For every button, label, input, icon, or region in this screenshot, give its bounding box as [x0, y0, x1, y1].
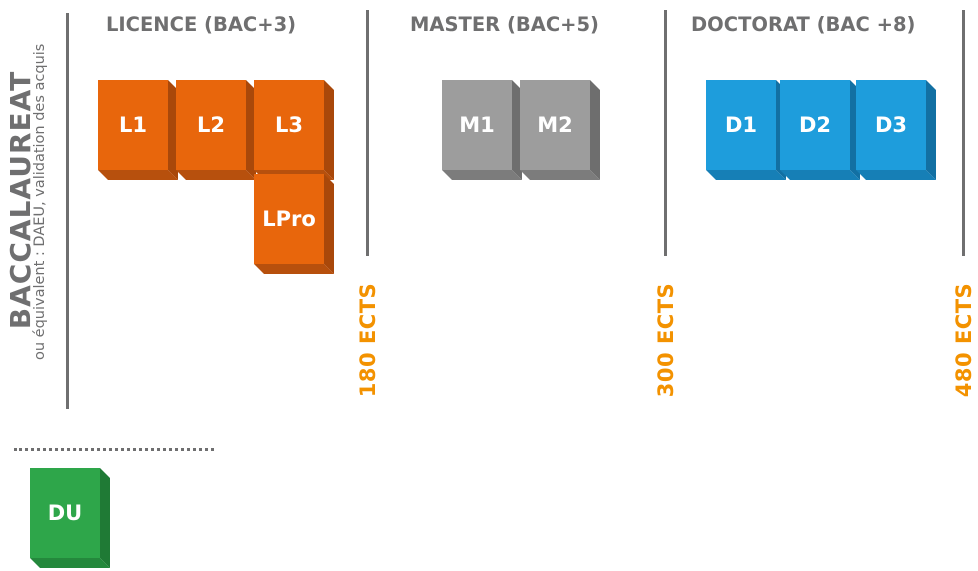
licence-title: LICENCE (BAC+3): [106, 13, 297, 36]
block-m1: [442, 80, 522, 160]
block-l3: [254, 80, 334, 160]
block-du: [30, 468, 110, 548]
du-dotted-separator: [14, 448, 214, 451]
block-d1: [706, 80, 786, 160]
block-lpro: [254, 174, 334, 254]
block-m2-label: M2: [537, 113, 573, 137]
block-l2: [176, 80, 256, 160]
block-d3-label: D3: [874, 113, 908, 137]
block-l1: [98, 80, 178, 160]
block-l2-label: L2: [197, 113, 225, 137]
ects-480-label: 480 ECTS: [952, 282, 976, 398]
ects-180-label: 180 ECTS: [356, 282, 380, 398]
baccalaureat-divider: [66, 13, 69, 409]
block-d2-label: D2: [798, 113, 832, 137]
block-l3-label: L3: [275, 113, 303, 137]
block-d3: [856, 80, 936, 160]
block-d1-label: D1: [724, 113, 758, 137]
master-end-divider: [664, 10, 667, 256]
master-title: MASTER (BAC+5): [410, 13, 599, 36]
baccalaureat-title: BACCALAUREAT: [4, 70, 37, 330]
licence-end-divider: [366, 10, 369, 256]
block-du-label: DU: [47, 501, 83, 525]
ects-300-label: 300 ECTS: [654, 282, 678, 398]
block-l1-label: L1: [119, 113, 147, 137]
block-m2: [520, 80, 600, 160]
block-lpro-label: LPro: [262, 207, 316, 231]
block-d2: [780, 80, 860, 160]
doctorat-end-divider: [962, 10, 965, 256]
doctorat-title: DOCTORAT (BAC +8): [691, 13, 916, 36]
baccalaureat-subtitle: ou équivalent : DAEU, validation des acquis: [32, 43, 48, 360]
block-m1-label: M1: [459, 113, 495, 137]
